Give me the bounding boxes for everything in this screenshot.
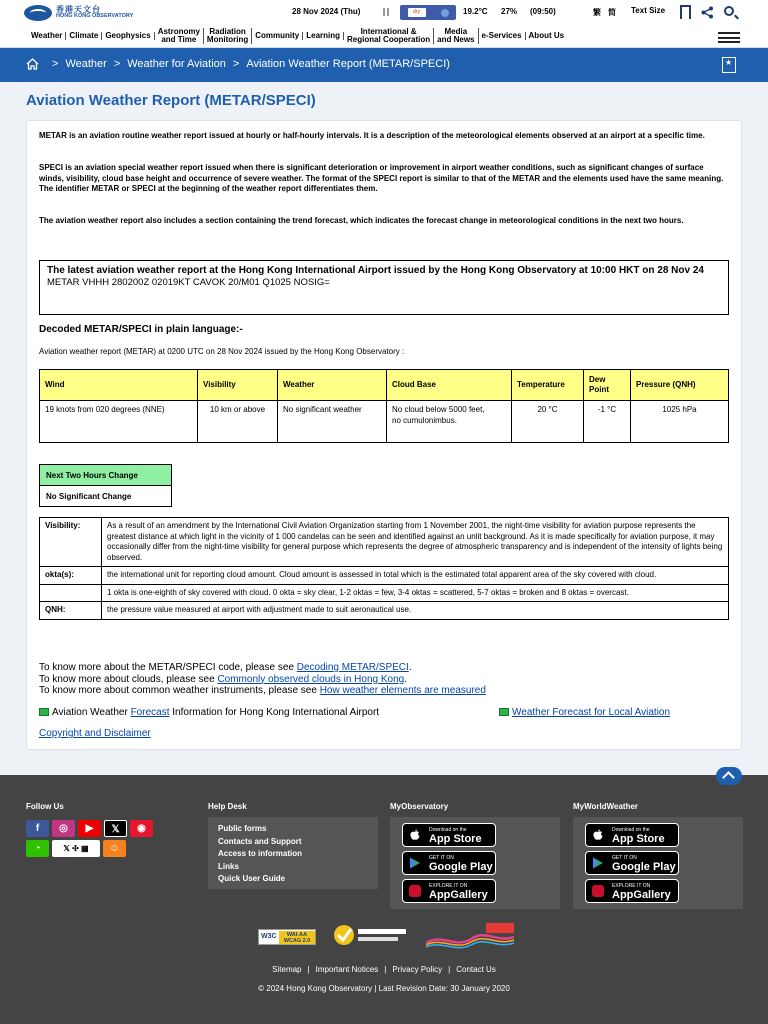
fine-weather-icon (441, 9, 449, 17)
weather-elements-link[interactable]: How weather elements are measured (319, 685, 486, 696)
weather-icons[interactable] (400, 5, 456, 20)
footer (0, 775, 768, 1024)
text-size-button[interactable]: Text Size (631, 6, 666, 15)
apple-icon (409, 829, 421, 841)
footer-copyright: © 2024 Hong Kong Observatory | Last Revision Date: 30 January 2020 (258, 984, 510, 993)
access-info-link[interactable]: Access to information (218, 849, 303, 858)
lang-traditional-link[interactable]: 繁 (593, 8, 601, 17)
intro-metar: METAR is an aviation routine weather report issued at hourly or half-hourly intervals. It is a description of the meteorological elements observed at an airport at a specific time. (39, 131, 705, 140)
social-icons (26, 820, 176, 860)
hamburger-menu-icon[interactable] (718, 32, 740, 43)
header-pressure: Pressure (QNH) (631, 370, 729, 401)
bookmark-icon[interactable] (680, 5, 691, 19)
huawei-appgallery-icon (409, 885, 421, 897)
glossary-row (40, 518, 729, 567)
huawei-appgallery-icon (592, 885, 604, 897)
pause-icon[interactable] (383, 8, 389, 16)
header-cloud-base: Cloud Base (387, 370, 512, 401)
privacy-policy-link[interactable]: Privacy Policy (392, 965, 443, 974)
nav-media-news[interactable]: Media and News (434, 28, 478, 44)
breadcrumb-current: Aviation Weather Report (METAR/SPECI) (246, 58, 450, 70)
current-humidity: 27% (501, 7, 518, 16)
glossary-key: QNH: (40, 602, 102, 620)
breadcrumb-weather[interactable]: Weather (65, 58, 107, 70)
web-for-all-badge[interactable] (330, 921, 410, 951)
glossary-value: the international unit for reporting cloud amount. Cloud amount is assessed in total which is the estimated total apparent area of the sky covered with cloud. (102, 567, 729, 585)
nav-astronomy-time[interactable]: Astronomy and Time (155, 28, 204, 44)
link-bullet-icon (499, 708, 509, 716)
nav-community[interactable]: Community (252, 32, 303, 40)
local-aviation-forecast-link[interactable]: Weather Forecast for Local Aviation (512, 707, 671, 718)
cell-cloud-base: No cloud below 5000 feet, no cumulonimbus. (387, 401, 512, 443)
page-title: Aviation Weather Report (METAR/SPECI) (26, 92, 316, 109)
update-time: (09:50) (530, 7, 556, 16)
content-panel (26, 120, 742, 750)
brand-hong-kong-logo[interactable] (426, 923, 516, 951)
glossary-table (39, 517, 729, 620)
mww-google-play-button[interactable]: GET IT ON Google Play (585, 851, 679, 875)
myobs-appgallery-button[interactable]: EXPLORE IT ON AppGallery (402, 879, 496, 903)
decoding-metar-link[interactable]: Decoding METAR/SPECI (296, 662, 409, 673)
myworldweather-apps (573, 817, 743, 909)
nav-e-services[interactable]: e-Services (479, 32, 526, 40)
quick-user-guide-link[interactable]: Quick User Guide (218, 874, 286, 883)
header-temperature: Temperature (512, 370, 584, 401)
more-clouds-line: To know more about clouds, please see Commonly observed clouds in Hong Kong. (39, 673, 407, 685)
cell-dew-point: -1 °C (584, 401, 631, 443)
nav-geophysics[interactable]: Geophysics (102, 32, 154, 40)
link-bullet-icon (39, 708, 49, 716)
decoded-weather-table (39, 369, 729, 443)
youtube-icon[interactable]: ▶ (78, 820, 101, 837)
trend-table (39, 464, 172, 507)
glossary-value: As a result of an amendment by the International Civil Aviation Organization starting from 1 November 2001, the night-time visibility for aviation purpose represents the greatest distance at which light in the vicinity of 1 000 candelas can be seen and identified against an unlit background. As it is made specifically for aviation purpose, it may occasionally differ from the night-time visibility for general purpose which represents the degree of atmospheric transparency and is independent of the intensity of lights being observed. (102, 518, 729, 567)
mww-appgallery-button[interactable]: EXPLORE IT ON AppGallery (585, 879, 679, 903)
lang-simplified-link[interactable]: 简 (608, 8, 616, 17)
contact-us-link[interactable]: Contact Us (456, 965, 496, 974)
glossary-row (40, 584, 729, 602)
glossary-key: okta(s): (40, 567, 102, 585)
decoded-subtitle: Aviation weather report (METAR) at 0200 UTC on 28 Nov 2024 issued by the Hong Kong Observatory : (39, 347, 405, 356)
apple-icon (592, 829, 604, 841)
related-links: Aviation Weather Forecast Information for Hong Kong International Airport Weather Forecast for Local Aviation (39, 707, 729, 718)
glossary-row (40, 567, 729, 585)
cell-weather: No significant weather (278, 401, 387, 443)
trend-value: No Significant Change (40, 486, 172, 507)
add-bookmark-icon[interactable] (722, 57, 736, 73)
header-dew-point: Dew Point (584, 370, 631, 401)
important-notices-link[interactable]: Important Notices (315, 965, 379, 974)
aviation-forecast-link[interactable]: Forecast (130, 707, 170, 718)
breadcrumb-bar (0, 48, 768, 82)
dry-weather-icon: dry (408, 8, 426, 17)
cell-temperature: 20 °C (512, 401, 584, 443)
mww-app-store-button[interactable]: Download on the App Store (585, 823, 679, 847)
decoded-heading: Decoded METAR/SPECI in plain language:- (39, 324, 243, 335)
glossary-row (40, 602, 729, 620)
google-play-icon (592, 857, 604, 869)
search-icon[interactable] (724, 6, 734, 16)
intro-speci: SPECI is an aviation special weather report issued when there is significant deterioration or improvement in airport weather conditions, such as significant changes of surface winds, visibility, cloud base height and occurrence of severe weather. The format of the SPECI report is similar to that of the METAR and the elements used have the same meaning. The identifier METAR or SPECI at the beginning of the weather report differentiates them. (39, 163, 724, 193)
myobservatory-title: MyObservatory (390, 802, 449, 811)
top-bar (0, 0, 768, 24)
hko-logo-icon (24, 5, 52, 21)
links-link[interactable]: Links (218, 861, 239, 871)
nav-radiation-monitoring[interactable]: Radiation Monitoring (204, 28, 252, 44)
nav-weather[interactable]: Weather (28, 32, 66, 40)
back-to-top-icon[interactable] (716, 767, 742, 785)
help-desk-links (208, 817, 378, 889)
nav-international-cooperation[interactable]: International & Regional Cooperation (344, 28, 434, 44)
help-desk-title: Help Desk (208, 802, 247, 811)
header-visibility: Visibility (198, 370, 278, 401)
logo-text-zh: 香港天文台 (56, 5, 101, 14)
latest-metar-code: METAR VHHH 280200Z 02019KT CAVOK 20/M01 Q1025 NOSIG= (47, 277, 330, 288)
myobs-app-store-button[interactable]: Download on the App Store (402, 823, 496, 847)
nav-about-us[interactable]: About Us (528, 31, 565, 40)
glossary-value: the pressure value measured at airport with adjustment made to suit aeronautical use. (102, 602, 729, 620)
w3c-wai-aa-badge[interactable]: W3C WAI-AA WCAG 2.0 (258, 929, 316, 945)
current-temperature: 19.2°C (463, 7, 488, 16)
glossary-key (40, 584, 102, 602)
hko-logo[interactable] (24, 5, 133, 21)
cell-visibility: 10 km or above (198, 401, 278, 443)
footer-links: Sitemap | Important Notices | Privacy Policy | Contact Us (272, 965, 496, 974)
cell-wind: 19 knots from 020 degrees (NNE) (40, 401, 198, 443)
contacts-support-link[interactable]: Contacts and Support (218, 836, 302, 846)
share-icon[interactable] (701, 6, 714, 19)
glossary-value: 1 okta is one-eighth of sky covered with cloud. 0 okta = sky clear, 1-2 oktas = few, 3-4 oktas = scattered, 5-7 oktas = broken and 8 oktas = overcast. (102, 584, 729, 602)
latest-report-box (39, 260, 729, 315)
more-metar-line: To know more about the METAR/SPECI code, please see Decoding METAR/SPECI. (39, 662, 412, 673)
follow-us-title: Follow Us (26, 802, 64, 811)
weibo-icon[interactable]: ◉ (130, 820, 153, 837)
home-icon[interactable] (26, 58, 39, 70)
public-forms-link[interactable]: Public forms (218, 824, 267, 833)
x-icon[interactable]: 𝕏 (104, 820, 127, 837)
cell-pressure: 1025 hPa (631, 401, 729, 443)
intro-trend: The aviation weather report also includes a section containing the trend forecast, which indicates the forecast change in meteorological conditions in the next two hours. (39, 216, 684, 225)
instagram-icon[interactable]: ◎ (52, 820, 75, 837)
myobs-google-play-button[interactable]: GET IT ON Google Play (402, 851, 496, 875)
sitemap-link[interactable]: Sitemap (272, 965, 302, 974)
header-weather: Weather (278, 370, 387, 401)
breadcrumb-weather-for-aviation[interactable]: Weather for Aviation (127, 58, 226, 70)
x-alt-icon[interactable]: 𝕏 ✣ ▦ (52, 840, 100, 857)
table-row (40, 401, 729, 443)
wechat-icon[interactable]: ◔ (26, 840, 49, 857)
logo-text-en: HONG KONG OBSERVATORY (56, 13, 134, 19)
accessibility-badges (258, 921, 518, 951)
current-date: 28 Nov 2024 (Thu) (292, 7, 361, 16)
table-header-row (40, 370, 729, 401)
copyright-link[interactable]: Copyright and Disclaimer (39, 728, 151, 739)
clouds-link[interactable]: Commonly observed clouds in Hong Kong (217, 673, 405, 685)
more-instruments-line: To know more about common weather instruments, please see How weather elements are measured (39, 685, 486, 696)
myobservatory-apps (390, 817, 560, 909)
breadcrumb: > Weather > Weather for Aviation > Aviation Weather Report (METAR/SPECI) (26, 58, 450, 70)
latest-report-title: The latest aviation weather report at the Hong Kong International Airport issued by the Hong Kong Observatory at 10:00 HKT on 28 Nov 24 (47, 265, 704, 276)
header-wind: Wind (40, 370, 198, 401)
main-nav (0, 24, 768, 48)
nav-climate[interactable]: Climate (66, 32, 102, 40)
facebook-icon[interactable]: f (26, 820, 49, 837)
nav-learning[interactable]: Learning (303, 32, 344, 40)
trend-header: Next Two Hours Change (40, 465, 172, 486)
myworldweather-title: MyWorldWeather (573, 802, 639, 811)
google-play-icon (409, 857, 421, 869)
smile-icon[interactable]: ☺ (103, 840, 126, 857)
glossary-key: Visibility: (40, 518, 102, 567)
